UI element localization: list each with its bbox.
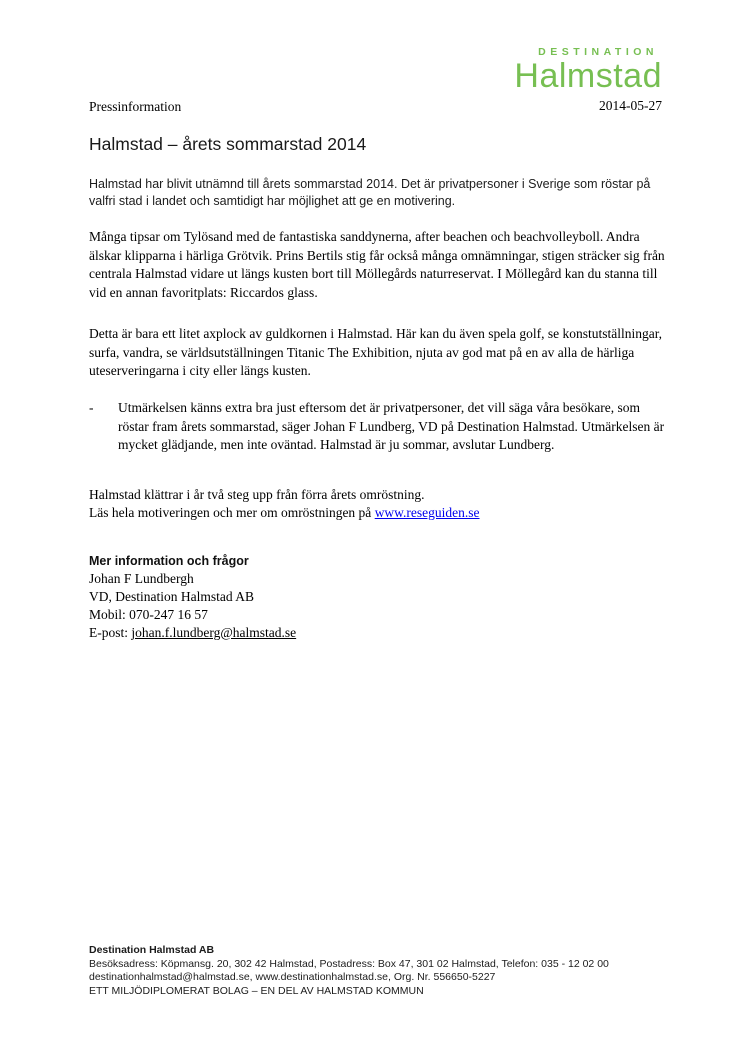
lead-paragraph: Halmstad har blivit utnämnd till årets sommarstad 2014. Det är privatpersoner i Sverige som röstar på valfri stad i landet och samtidigt har möjlighet att ge en motivering. [89, 177, 651, 208]
body-paragraph: Många tipsar om Tylösand med de fantastiska sanddynerna, after beachen och beachvolleyboll. Andra älskar klipparna i härliga Grötvik. Prins Bertils stig får också många omnämningar, stigen sträcker sig från centrala Halmstad vidare ut längs kusten bort till Möllegårds naturreservat. I Möllegård kan du stanna till vid en annan favoritplats: Riccardos glass. [89, 229, 665, 300]
body-paragraph: Detta är bara ett litet axplock av guldkornen i Halmstad. Här kan du även spela golf, se konstutställningar, surfa, vandra, se världsutställningen Titanic The Exhibition, njuta av god mat på en av alla de härliga uteserveringarna i city eller längs kusten. [89, 326, 663, 378]
closing-line: Halmstad klättrar i år två steg upp från förra årets omröstning. [89, 487, 425, 502]
footer [89, 944, 689, 998]
closing-block [89, 486, 671, 522]
reseguiden-link[interactable]: www.reseguiden.se [374, 505, 480, 520]
contact-heading: Mer information och frågor [89, 554, 249, 568]
footer-slogan-line: ETT MILJÖDIPLOMERAT BOLAG – EN DEL AV HALMSTAD KOMMUN [89, 984, 424, 997]
quote-dash-marker: - [89, 400, 94, 415]
page-title: Halmstad – årets sommarstad 2014 [89, 134, 367, 154]
footer-address-line: Besöksadress: Köpmansg. 20, 302 42 Halmstad, Postadress: Box 47, 301 02 Halmstad, Telefon: 035 - 12 02 00 [89, 957, 609, 970]
footer-web-line: destinationhalmstad@halmstad.se, www.destinationhalmstad.se, Org. Nr. 556650-5227 [89, 971, 496, 983]
footer-company-name: Destination Halmstad AB [89, 944, 215, 956]
contact-role: VD, Destination Halmstad AB [89, 589, 254, 604]
contact-email-line [89, 624, 671, 642]
closing-line-with-link [89, 504, 671, 522]
quote-text: Utmärkelsen känns extra bra just eftersom det är privatpersoner, det vill säga våra besökare, som röstar fram årets sommarstad, säger Johan F Lundberg, VD på Destination Halmstad. Utmärkelsen är mycket glädjande, men inte oväntad. Halmstad är ju sommar, avslutar Lundberg. [118, 400, 665, 452]
contact-block [89, 553, 671, 642]
contact-name: Johan F Lundbergh [89, 571, 194, 586]
email-label: E-post: [89, 625, 132, 640]
quote-list-item [89, 399, 671, 455]
closing-link-prefix: Läs hela motiveringen och mer om omröstningen på [89, 505, 375, 520]
document-date: 2014-05-27 [599, 98, 662, 113]
contact-email-link[interactable]: johan.f.lundberg@halmstad.se [131, 625, 297, 640]
logo-destination-word: DESTINATION [538, 46, 658, 58]
contact-mobile: Mobil: 070-247 16 57 [89, 607, 208, 622]
logo-halmstad-wordmark: Halmstad [514, 57, 662, 95]
press-label: Pressinformation [89, 99, 182, 114]
logo-block [514, 46, 662, 114]
